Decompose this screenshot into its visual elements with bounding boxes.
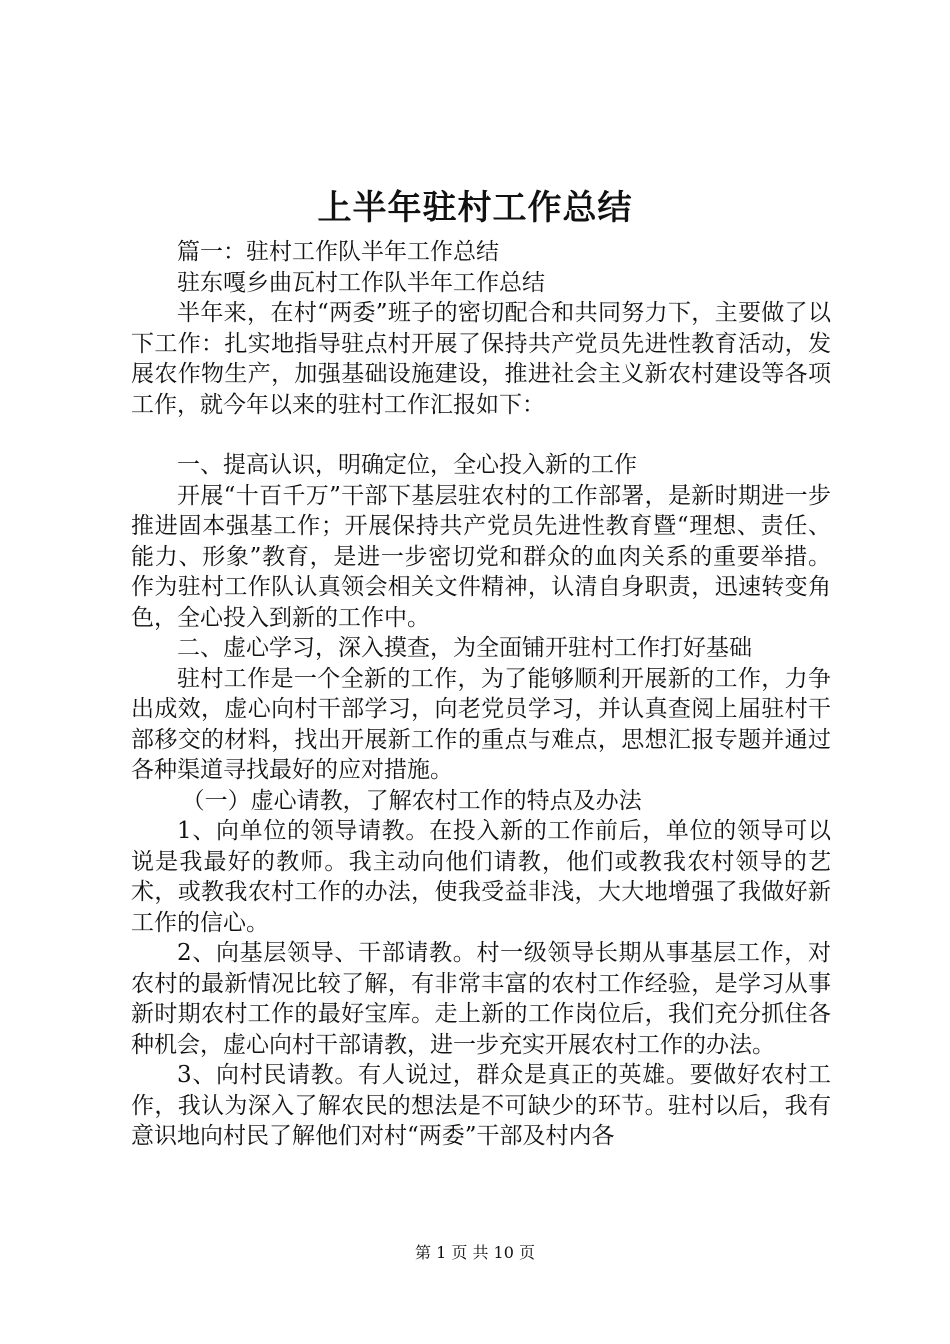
heading-part-2: 二、虚心学习，深入摸查，为全面铺开驻村工作打好基础: [177, 635, 752, 661]
intro-paragraph: 半年来，在村“两委”班子的密切配合和共同努力下，主要做了以下工作：扎实地指导驻点村开展了保持共产党员先进性教育活动，发展农作物生产，加强基础设施建设，推进社会主义新农村建设等各项工作，就今年以来的驻村工作汇报如下：: [131, 300, 831, 418]
heading-part-1: 一、提高认识，明确定位，全心投入新的工作: [177, 452, 637, 478]
section-heading: 篇一：驻村工作队半年工作总结: [177, 239, 499, 265]
body-paragraph: 驻村工作是一个全新的工作，为了能够顺利开展新的工作，力争出成效，虚心向村干部学习，向老党员学习，并认真查阅上届驻村干部移交的材料，找出开展新工作的重点与难点，思想汇报专题并通过各种渠道寻找最好的应对措施。: [131, 665, 831, 783]
subtitle: 驻东嘎乡曲瓦村工作队半年工作总结: [177, 269, 545, 296]
list-item: 3、向村民请教。有人说过，群众是真正的英雄。要做好农村工作，我认为深入了解农民的想法是不可缺少的环节。驻村以后，我有意识地向村民了解他们对村“两委”干部及村内各: [131, 1062, 831, 1149]
body-paragraph: 开展“十百千万”干部下基层驻农村的工作部署，是新时期进一步推进固本强基工作；开展保持共产党员先进性教育暨“理想、责任、能力、形象”教育，是进一步密切党和群众的血肉关系的重要举措。作为驻村工作队认真领会相关文件精神，认清自身职责，迅速转变角色，全心投入到新的工作中。: [131, 482, 831, 631]
list-item: 2、向基层领导、干部请教。村一级领导长期从事基层工作，对农村的最新情况比较了解，有非常丰富的农村工作经验，是学习从事新时期农村工作的最好宝库。走上新的工作岗位后，我们充分抓住各种机会，虚心向村干部请教，进一步充实开展农村工作的办法。: [131, 940, 831, 1058]
document-title: 上半年驻村工作总结: [317, 188, 633, 228]
document-body: [131, 237, 831, 1152]
page-number-footer: 第 1 页 共 10 页: [415, 1243, 535, 1262]
subheading-1: （一）虚心请教，了解农村工作的特点及办法: [181, 787, 642, 814]
paragraph-gap: [131, 420, 831, 450]
list-item: 1、向单位的领导请教。在投入新的工作前后，单位的领导可以说是我最好的教师。我主动向他们请教，他们或教我农村领导的艺术，或教我农村工作的办法，使我受益非浅，大大地增强了我做好新工作的信心。: [131, 818, 831, 936]
